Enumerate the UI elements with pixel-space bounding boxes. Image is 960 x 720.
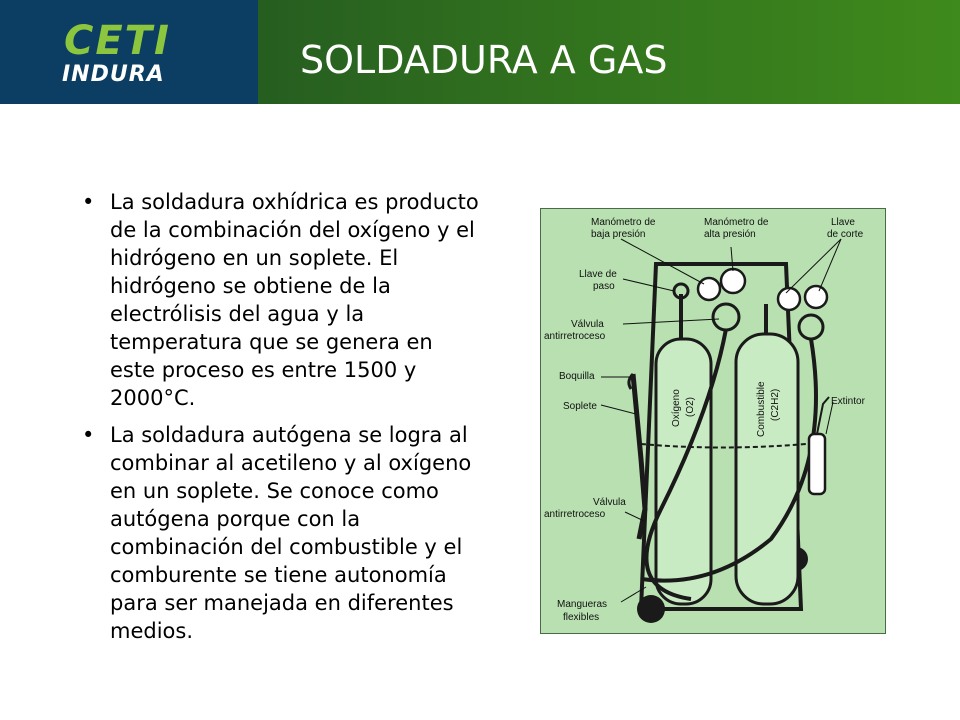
bullet-item — [74, 421, 484, 645]
label-manometro-baja-2: baja presión — [591, 229, 646, 240]
oxygen-cylinder — [656, 339, 711, 604]
label-manometro-alta-2: alta presión — [704, 229, 756, 240]
wheel-left-icon — [637, 595, 665, 623]
label-combustible-formula: (C2H2) — [770, 388, 781, 421]
gauge-fuel-high-icon — [805, 286, 827, 308]
label-llave-corte: Llave — [831, 217, 855, 228]
label-mangueras-2: flexibles — [563, 612, 600, 623]
label-mangueras: Mangueras — [557, 599, 608, 610]
label-valvula-bottom: Válvula — [593, 497, 626, 508]
torch-icon — [633, 374, 645, 539]
bullet-dot-icon: • — [82, 190, 95, 214]
bullet-text: La soldadura oxhídrica es producto de la combinación del oxígeno y el hidrógeno en un soplete. El hidrógeno se obtiene de la electrólisis del agua y la temperatura que se genera en este proceso es entre 1500 y 2000°C. — [110, 190, 479, 410]
regulator-fuel-icon — [799, 315, 823, 339]
gauge-fuel-low-icon — [778, 288, 800, 310]
logo-ceti-text: CETI — [64, 18, 171, 64]
label-llave-corte-2: de corte — [827, 229, 864, 240]
bullet-list — [74, 188, 484, 654]
label-combustible: Combustible — [756, 381, 767, 437]
gauge-low-icon — [698, 278, 720, 300]
welding-equipment-diagram — [540, 208, 886, 634]
logo-indura-text: INDURA — [62, 62, 165, 87]
fuel-cylinder — [736, 334, 798, 604]
label-manometro-alta: Manómetro de — [704, 217, 769, 228]
label-soplete: Soplete — [563, 401, 597, 412]
page-title: SOLDADURA A GAS — [300, 38, 668, 82]
label-oxigeno-formula: (O2) — [685, 397, 696, 417]
label-llave-paso: Llave de — [579, 269, 617, 280]
label-valvula-top: Válvula — [571, 319, 604, 330]
logo — [0, 0, 258, 104]
bullet-dot-icon: • — [82, 423, 95, 447]
label-valvula-top-2: antirretroceso — [544, 331, 606, 342]
bullet-text: La soldadura autógena se logra al combinar al acetileno y al oxígeno en un soplete. Se conoce como autógena porque con la combinación del combustible y el comburente se tiene autonomía para ser manejada en diferentes medios. — [110, 423, 472, 643]
label-llave-paso-2: paso — [593, 281, 615, 292]
bullet-item — [74, 188, 484, 412]
label-manometro-baja: Manómetro de — [591, 217, 656, 228]
gauge-high-icon — [721, 269, 745, 293]
label-extintor: Extintor — [831, 396, 865, 407]
regulator-icon — [713, 304, 739, 330]
extinguisher-icon — [809, 434, 825, 494]
equipment-illustration — [541, 209, 885, 633]
label-valvula-bottom-2: antirretroceso — [544, 509, 606, 520]
header-bar — [0, 0, 960, 104]
label-boquilla: Boquilla — [559, 371, 595, 382]
label-oxigeno: Oxígeno — [671, 389, 682, 427]
